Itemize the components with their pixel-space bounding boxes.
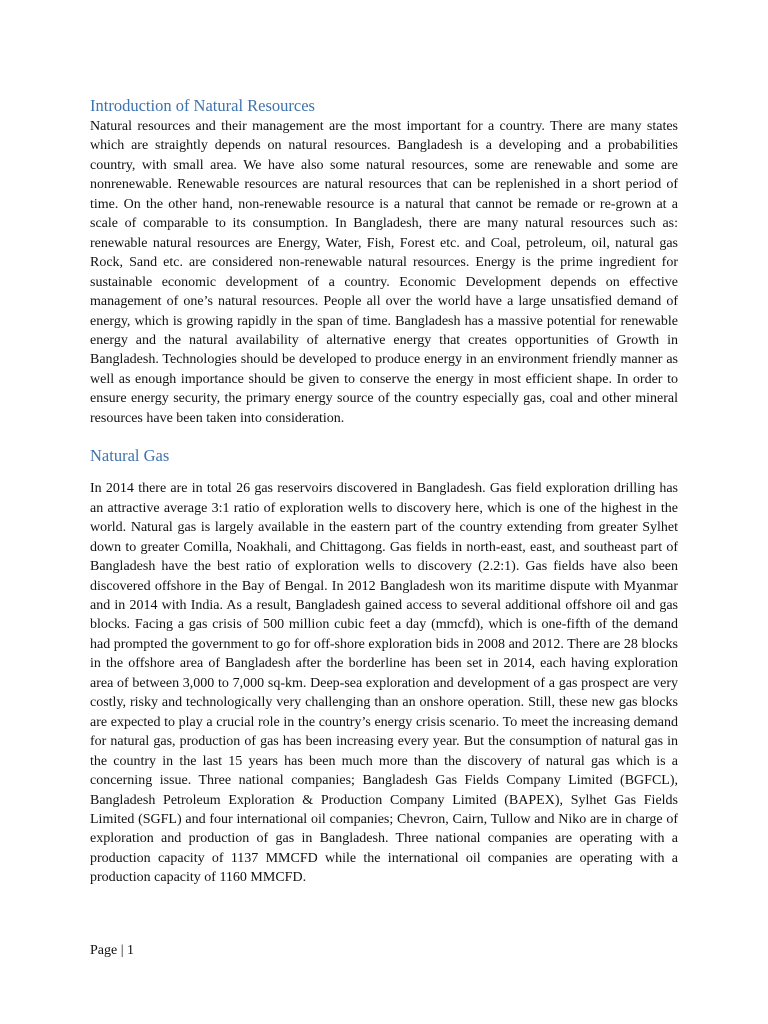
page-number-footer: Page | 1 (90, 943, 135, 958)
section-heading-natural-gas: Natural Gas (90, 446, 170, 466)
document-page (90, 95, 678, 888)
section-heading-introduction: Introduction of Natural Resources (90, 96, 315, 115)
section-body-introduction: Natural resources and their management are the most important for a country. There are many states which are straightly depends on natural resources. Bangladesh is a developing and a probabilities country, with small area. We have also some natural resources, some are renewable and some are nonrenewable. Renewable resources are natural resources that can be replenished in a short period of time. On the other hand, non-renewable resource is a natural that cannot be remade or re-grown at a scale of comparable to its consumption. In Bangladesh, there are many natural resources such as: renewable natural resources are Energy, Water, Fish, Forest etc. and Coal, petroleum, oil, natural gas Rock, Sand etc. are considered non-renewable natural resources. Energy is the prime ingredient for sustainable economic development of a country. Economic Development depends on effective management of one’s natural resources. People all over the world have a large unsatisfied demand of energy, which is growing rapidly in the span of time. Bangladesh has a massive potential for renewable energy and the natural availability of alternative energy that creates opportunities of Growth in Bangladesh. Technologies should be developed to produce energy in an environment friendly manner as well as enough importance should be given to conserve the energy in most efficient shape. In order to ensure energy security, the primary energy source of the country especially gas, coal and other mineral resources have been taken into consideration. (90, 119, 678, 426)
section-body-natural-gas: In 2014 there are in total 26 gas reservoirs discovered in Bangladesh. Gas field exploration drilling has an attractive average 3:1 ratio of exploration wells to discovery here, which is one of the highest in the world. Natural gas is largely available in the eastern part of the country extending from greater Sylhet down to greater Comilla, Noakhali, and Chittagong. Gas fields in north-east, east, and southeast part of Bangladesh have the best ratio of exploration wells to discovery (2.2:1). Gas fields have also been discovered offshore in the Bay of Bengal. In 2012 Bangladesh won its maritime dispute with Myanmar and in 2014 with India. As a result, Bangladesh gained access to several additional offshore oil and gas blocks. Facing a gas crisis of 500 million cubic feet a day (mmcfd), which is one-fifth of the demand had prompted the government to go for off-shore exploration bids in 2008 and 2012. There are 28 blocks in the offshore area of Bangladesh after the borderline has been set in 2014, each having exploration area of between 3,000 to 7,000 sq-km. Deep-sea exploration and development of a gas prospect are very costly, risky and technologically very challenging than an onshore operation. Still, these new gas blocks are expected to play a crucial role in the country’s energy crisis scenario. To meet the increasing demand for natural gas, production of gas has been increasing every year. But the consumption of natural gas in the country in the last 15 years has been much more than the discovery of natural gas which is a concerning issue. Three national companies; Bangladesh Gas Fields Company Limited (BGFCL), Bangladesh Petroleum Exploration & Production Company Limited (BAPEX), Sylhet Gas Fields Limited (SGFL) and four international oil companies; Chevron, Cairn, Tullow and Niko are in charge of exploration and production of gas in Bangladesh. Three national companies are operating with a production capacity of 1137 MMCFD while the international oil companies are operating with a production capacity of 1160 MMCFD. (90, 481, 678, 886)
